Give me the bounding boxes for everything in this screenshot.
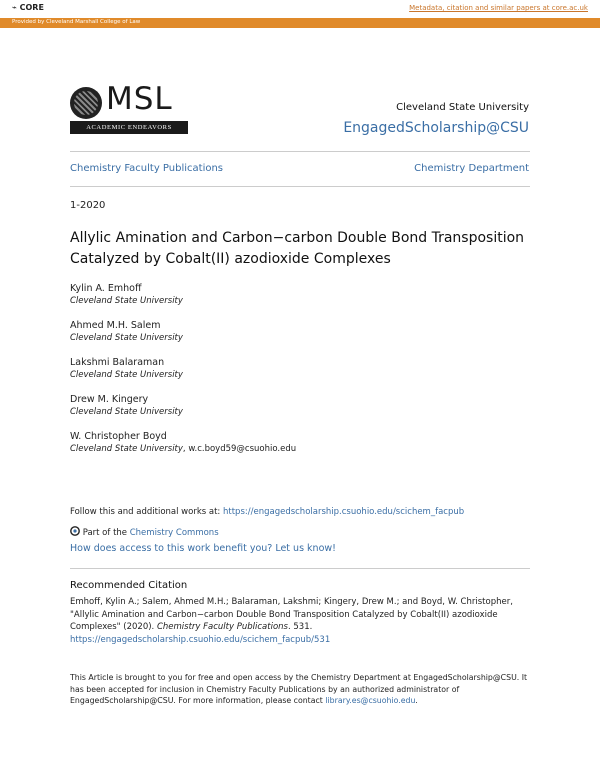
msl-logo-letters: MSL [106,81,173,117]
core-logo[interactable]: ⌁ CORE [12,3,44,12]
provided-by-bar [0,18,600,28]
collection-link[interactable]: Chemistry Faculty Publications [70,163,224,174]
author-name: Drew M. Kingery [70,394,149,405]
follow-prefix: Follow this and additional works at: [70,507,223,517]
divider [70,186,530,187]
article-title: Allylic Amination and Carbon−carbon Double Bond Transposition Catalyzed by Cobalt(II) azodioxide Complexes [70,230,525,267]
contact-email-link[interactable]: library.es@csuohio.edu [325,696,416,705]
author-affiliation: Cleveland State University [70,370,183,380]
author-email[interactable]: , w.c.boyd59@csuohio.edu [182,444,297,454]
divider [70,151,530,152]
author-affiliation: Cleveland State University [70,444,183,454]
citation-url-link[interactable]: https://engagedscholarship.csuohio.edu/scichem_facpub/531 [70,634,331,645]
author-affiliation: Cleveland State University [70,333,183,343]
citation-number: . 531. [287,622,313,632]
network-commons-icon [70,526,80,536]
part-of-prefix: Part of the [82,528,130,538]
benefit-link[interactable]: How does access to this work benefit you? Let us know! [70,543,336,554]
msl-logo-tagline: ACADEMIC ENDEAVORS [70,121,188,134]
publication-date: 1-2020 [70,200,106,211]
part-of-line [70,526,219,538]
footer-end: . [415,696,418,705]
repository-link[interactable]: EngagedScholarship@CSU [343,120,529,136]
core-logo-icon: ⌁ [12,3,17,12]
commons-link[interactable]: Chemistry Commons [129,528,219,538]
author-affiliation-line [70,444,296,454]
follow-url-link[interactable]: https://engagedscholarship.csuohio.edu/scichem_facpub [223,507,465,517]
author-name: Kylin A. Emhoff [70,283,142,294]
divider [70,568,530,569]
author-affiliation: Cleveland State University [70,296,183,306]
core-banner [0,0,600,18]
footer-notice [70,672,540,707]
author-name: Ahmed M.H. Salem [70,320,161,331]
seal-icon [70,87,102,119]
msl-logo [70,81,188,135]
follow-line [70,507,464,517]
core-metadata-link[interactable]: Metadata, citation and similar papers at core.ac.uk [409,4,588,12]
citation-text [70,596,540,646]
provided-by-text: Provided by Cleveland Marshall College of Law [12,19,141,25]
footer-text: This Article is brought to you for free and open access by the Chemistry Department at EngagedScholarship@CSU. It has been accepted for inclusion in Chemistry Faculty Publications by an authorized administrator of EngagedScholarship@CSU. For more information, please contact [70,673,528,705]
author-name: Lakshmi Balaraman [70,357,165,368]
citation-journal: Chemistry Faculty Publications [156,622,288,632]
university-name: Cleveland State University [396,102,529,113]
department-link[interactable]: Chemistry Department [414,163,529,174]
author-affiliation: Cleveland State University [70,407,183,417]
citation-heading: Recommended Citation [70,580,188,591]
citation-body: Emhoff, Kylin A.; Salem, Ahmed M.H.; Balaraman, Lakshmi; Kingery, Drew M.; and Boyd, W. Christopher, "Allylic Amination and Carbon−carbon Double Bond Transposition Catalyzed by Cobalt(II) azodioxide Complexes" (2020). [70,597,513,632]
author-name: W. Christopher Boyd [70,431,167,442]
